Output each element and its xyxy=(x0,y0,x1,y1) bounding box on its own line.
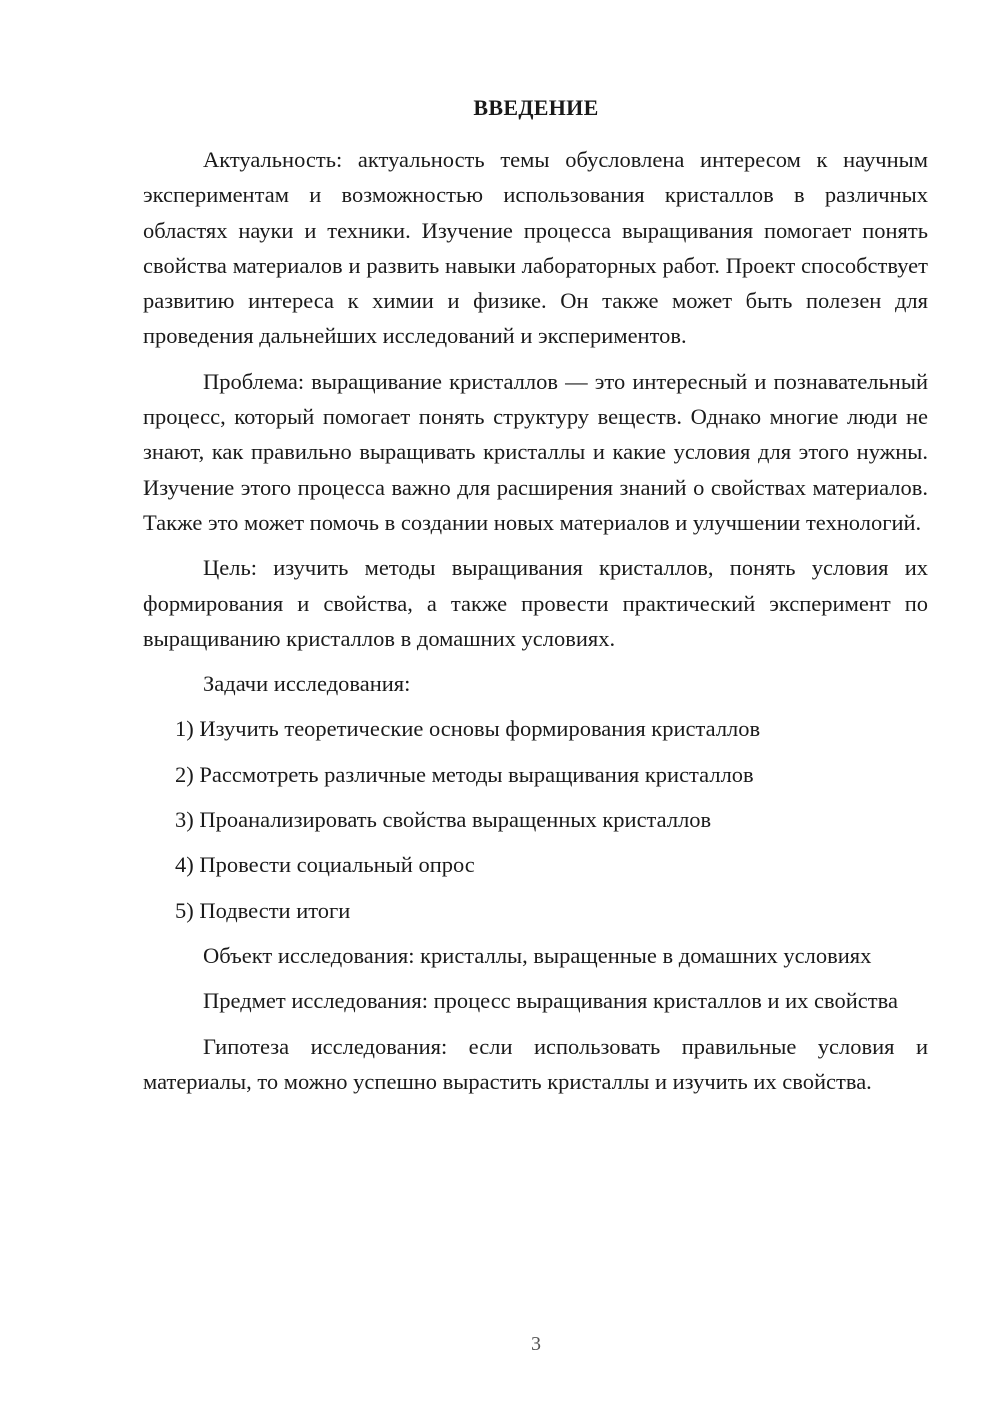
tasks-heading: Задачи исследования: xyxy=(203,671,411,697)
problem-paragraph: Проблема: выращивание кристаллов — это интересный и познавательный процесс, который помогает понять структуру веществ. Однако многие люди не знают, как правильно выращивать кристаллы и какие условия для этого нужны. Изучение этого процесса важно для расширения знаний о свойствах материалов. Также это может помочь в создании новых материалов и улучшении технологий. xyxy=(143,368,928,535)
subject-paragraph: Предмет исследования: процесс выращивания кристаллов и их свойства xyxy=(203,988,898,1014)
task-item: 3) Проанализировать свойства выращенных кристаллов xyxy=(175,807,712,833)
task-item: 5) Подвести итоги xyxy=(175,897,351,923)
hypothesis-paragraph: Гипотеза исследования: если использовать правильные условия и материалы, то можно успешно вырастить кристаллы и изучить их свойства. xyxy=(143,1033,928,1094)
page-title: ВВЕДЕНИЕ xyxy=(473,95,599,120)
task-item: 4) Провести социальный опрос xyxy=(175,852,475,878)
task-item: 2) Рассмотреть различные методы выращивания кристаллов xyxy=(175,761,754,787)
document-body xyxy=(143,142,928,1109)
tasks-list xyxy=(143,711,928,927)
task-item: 1) Изучить теоретические основы формирования кристаллов xyxy=(175,716,761,742)
goal-paragraph: Цель: изучить методы выращивания кристаллов, понять условия их формирования и свойства, а также провести практический эксперимент по выращиванию кристаллов в домашних условиях. xyxy=(143,555,928,651)
relevance-paragraph: Актуальность: актуальность темы обусловлена интересом к научным экспериментам и возможностью использования кристаллов в различных областях науки и техники. Изучение процесса выращивания помогает понять свойства материалов и развить навыки лабораторных работ. Проект способствует развитию интереса к химии и физике. Он также может быть полезен для проведения дальнейших исследований и экспериментов. xyxy=(143,147,928,349)
page-number: 3 xyxy=(531,1333,541,1355)
object-paragraph: Объект исследования: кристаллы, выращенные в домашних условиях xyxy=(203,942,872,968)
